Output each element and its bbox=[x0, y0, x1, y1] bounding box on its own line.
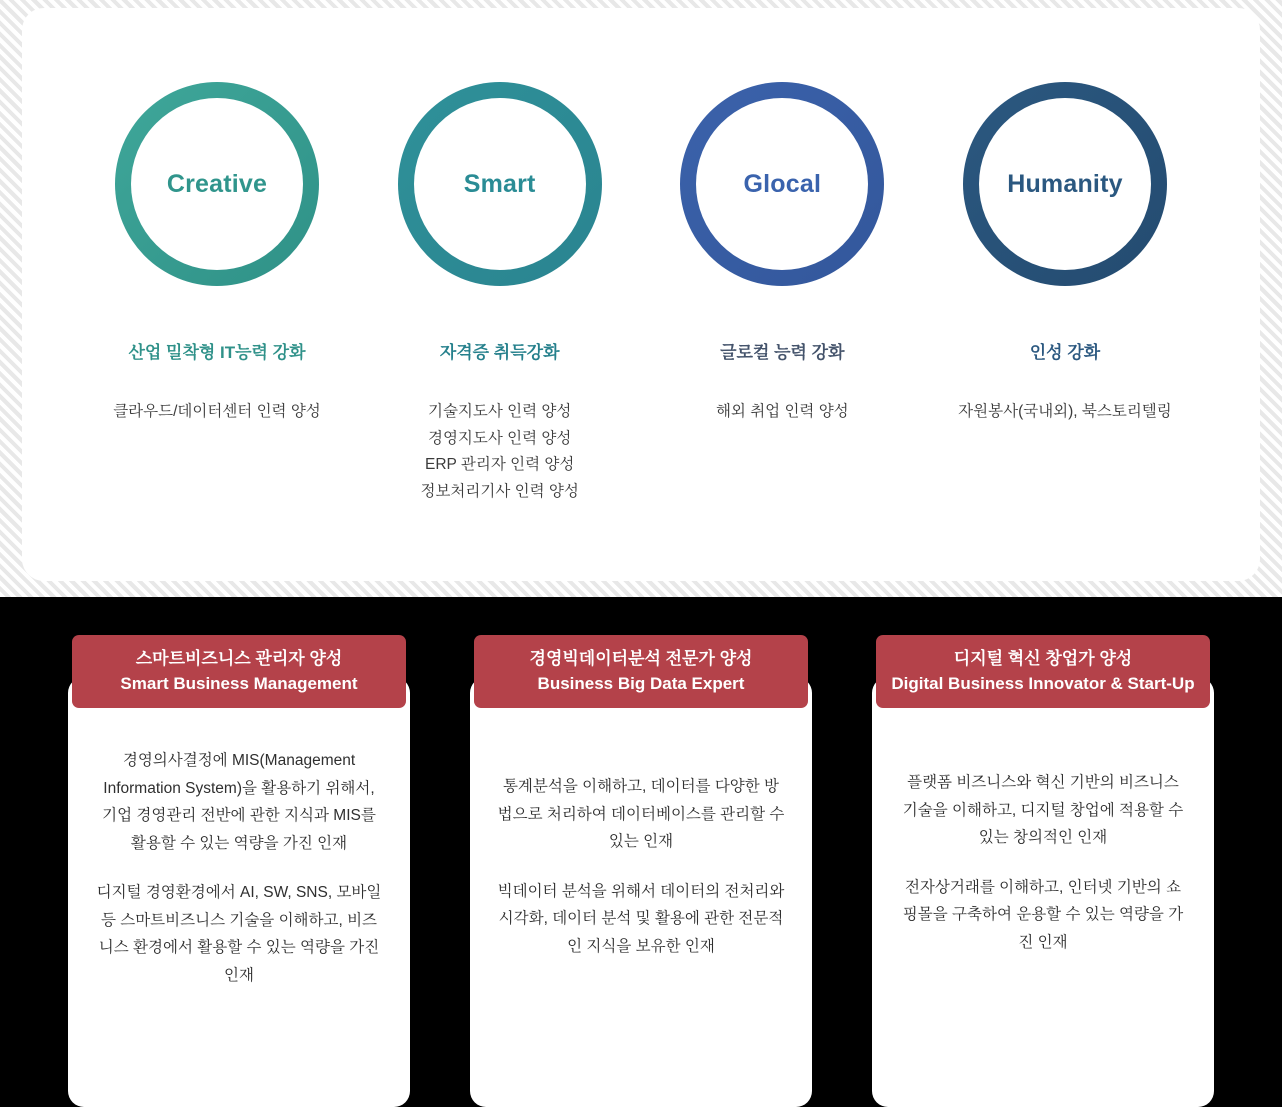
card-header-ko: 디지털 혁신 창업가 양성 bbox=[953, 649, 1133, 668]
pillar-desc-line: 클라우드/데이터센터 인력 양성 bbox=[113, 403, 321, 420]
card-text bbox=[496, 773, 786, 960]
pillar-desc-line: 정보처리기사 인력 양성 bbox=[420, 482, 579, 500]
pillars-card bbox=[22, 8, 1260, 581]
pillar-desc-line: ERP 관리자 인력 양성 bbox=[424, 456, 575, 474]
card-paragraph: 플랫폼 비즈니스와 혁신 기반의 비즈니스 기술을 이해하고, 디지털 창업에 적용할 수 있는 창의적인 인재 bbox=[902, 774, 1184, 847]
card-text bbox=[898, 769, 1188, 956]
program-card-digital-innovator bbox=[864, 635, 1222, 951]
pillar-desc-line: 기술지도사 인력 양성 bbox=[427, 403, 572, 420]
pillar-title: 자격증 취득강화 bbox=[439, 343, 560, 362]
card-paragraph: 통계분석을 이해하고, 데이터를 다양한 방법으로 처리하여 데이터베이스를 관리할 수 있는 인재 bbox=[497, 778, 785, 851]
card-header-en: Business Big Data Expert bbox=[537, 673, 745, 693]
ring-label: Humanity bbox=[1007, 169, 1123, 198]
card-paragraph: 전자상거래를 이해하고, 인터넷 기반의 쇼핑몰을 구축하여 운용할 수 있는 역량을 가진 인재 bbox=[902, 878, 1184, 951]
pillar-ring-creative bbox=[115, 82, 319, 286]
card-body bbox=[470, 677, 812, 1107]
ring-label: Glocal bbox=[743, 169, 822, 198]
program-card-big-data bbox=[462, 635, 820, 955]
card-header-ko: 경영빅데이터분석 전문가 양성 bbox=[529, 649, 753, 668]
card-header-en: Digital Business Innovator & Start-Up bbox=[891, 673, 1195, 693]
pillar-smart bbox=[375, 82, 625, 506]
pillars-row bbox=[22, 8, 1260, 506]
programs-section bbox=[0, 597, 1282, 1107]
pillar-title: 산업 밀착형 IT능력 강화 bbox=[128, 343, 306, 362]
program-cards bbox=[0, 635, 1282, 985]
pillar-creative bbox=[92, 82, 342, 506]
card-paragraph: 빅데이터 분석을 위해서 데이터의 전처리와 시각화, 데이터 분석 및 활용에 관한 전문적인 지식을 보유한 인재 bbox=[497, 882, 785, 955]
pillar-ring-smart bbox=[398, 82, 602, 286]
pillar-ring-humanity bbox=[963, 82, 1167, 286]
ring-label: Smart bbox=[463, 169, 536, 198]
card-header-ko: 스마트비즈니스 관리자 양성 bbox=[135, 649, 343, 668]
pillar-title: 인성 강화 bbox=[1029, 343, 1101, 362]
pillar-glocal bbox=[657, 82, 907, 506]
pillar-desc-line: 해외 취업 인력 양성 bbox=[715, 403, 849, 420]
card-header-en: Smart Business Management bbox=[120, 673, 358, 693]
card-paragraph: 경영의사결정에 MIS(Management Information System)을 활용하기 위해서, 기업 경영관리 전반에 관한 지식과 MIS를 활용할 수 있는 역량을 가진 인재 bbox=[102, 752, 376, 852]
card-header bbox=[474, 635, 808, 708]
pillar-title: 글로컬 능력 강화 bbox=[720, 343, 845, 362]
card-header bbox=[876, 635, 1210, 708]
card-body bbox=[872, 677, 1214, 1107]
card-body bbox=[68, 677, 410, 1107]
ring-label: Creative bbox=[166, 169, 268, 198]
card-paragraph: 디지털 경영환경에서 AI, SW, SNS, 모바일 등 스마트비즈니스 기술을 이해하고, 비즈니스 환경에서 활용할 수 있는 역량을 가진 인재 bbox=[96, 884, 382, 985]
pillar-humanity bbox=[940, 82, 1190, 506]
program-card-smart-business bbox=[60, 635, 418, 985]
pillar-desc-line: 자원봉사(국내외), 북스토리텔링 bbox=[958, 403, 1172, 420]
pillar-ring-glocal bbox=[680, 82, 884, 286]
card-text bbox=[94, 747, 384, 990]
pillar-desc-line: 경영지도사 인력 양성 bbox=[427, 429, 572, 447]
card-header bbox=[72, 635, 406, 708]
